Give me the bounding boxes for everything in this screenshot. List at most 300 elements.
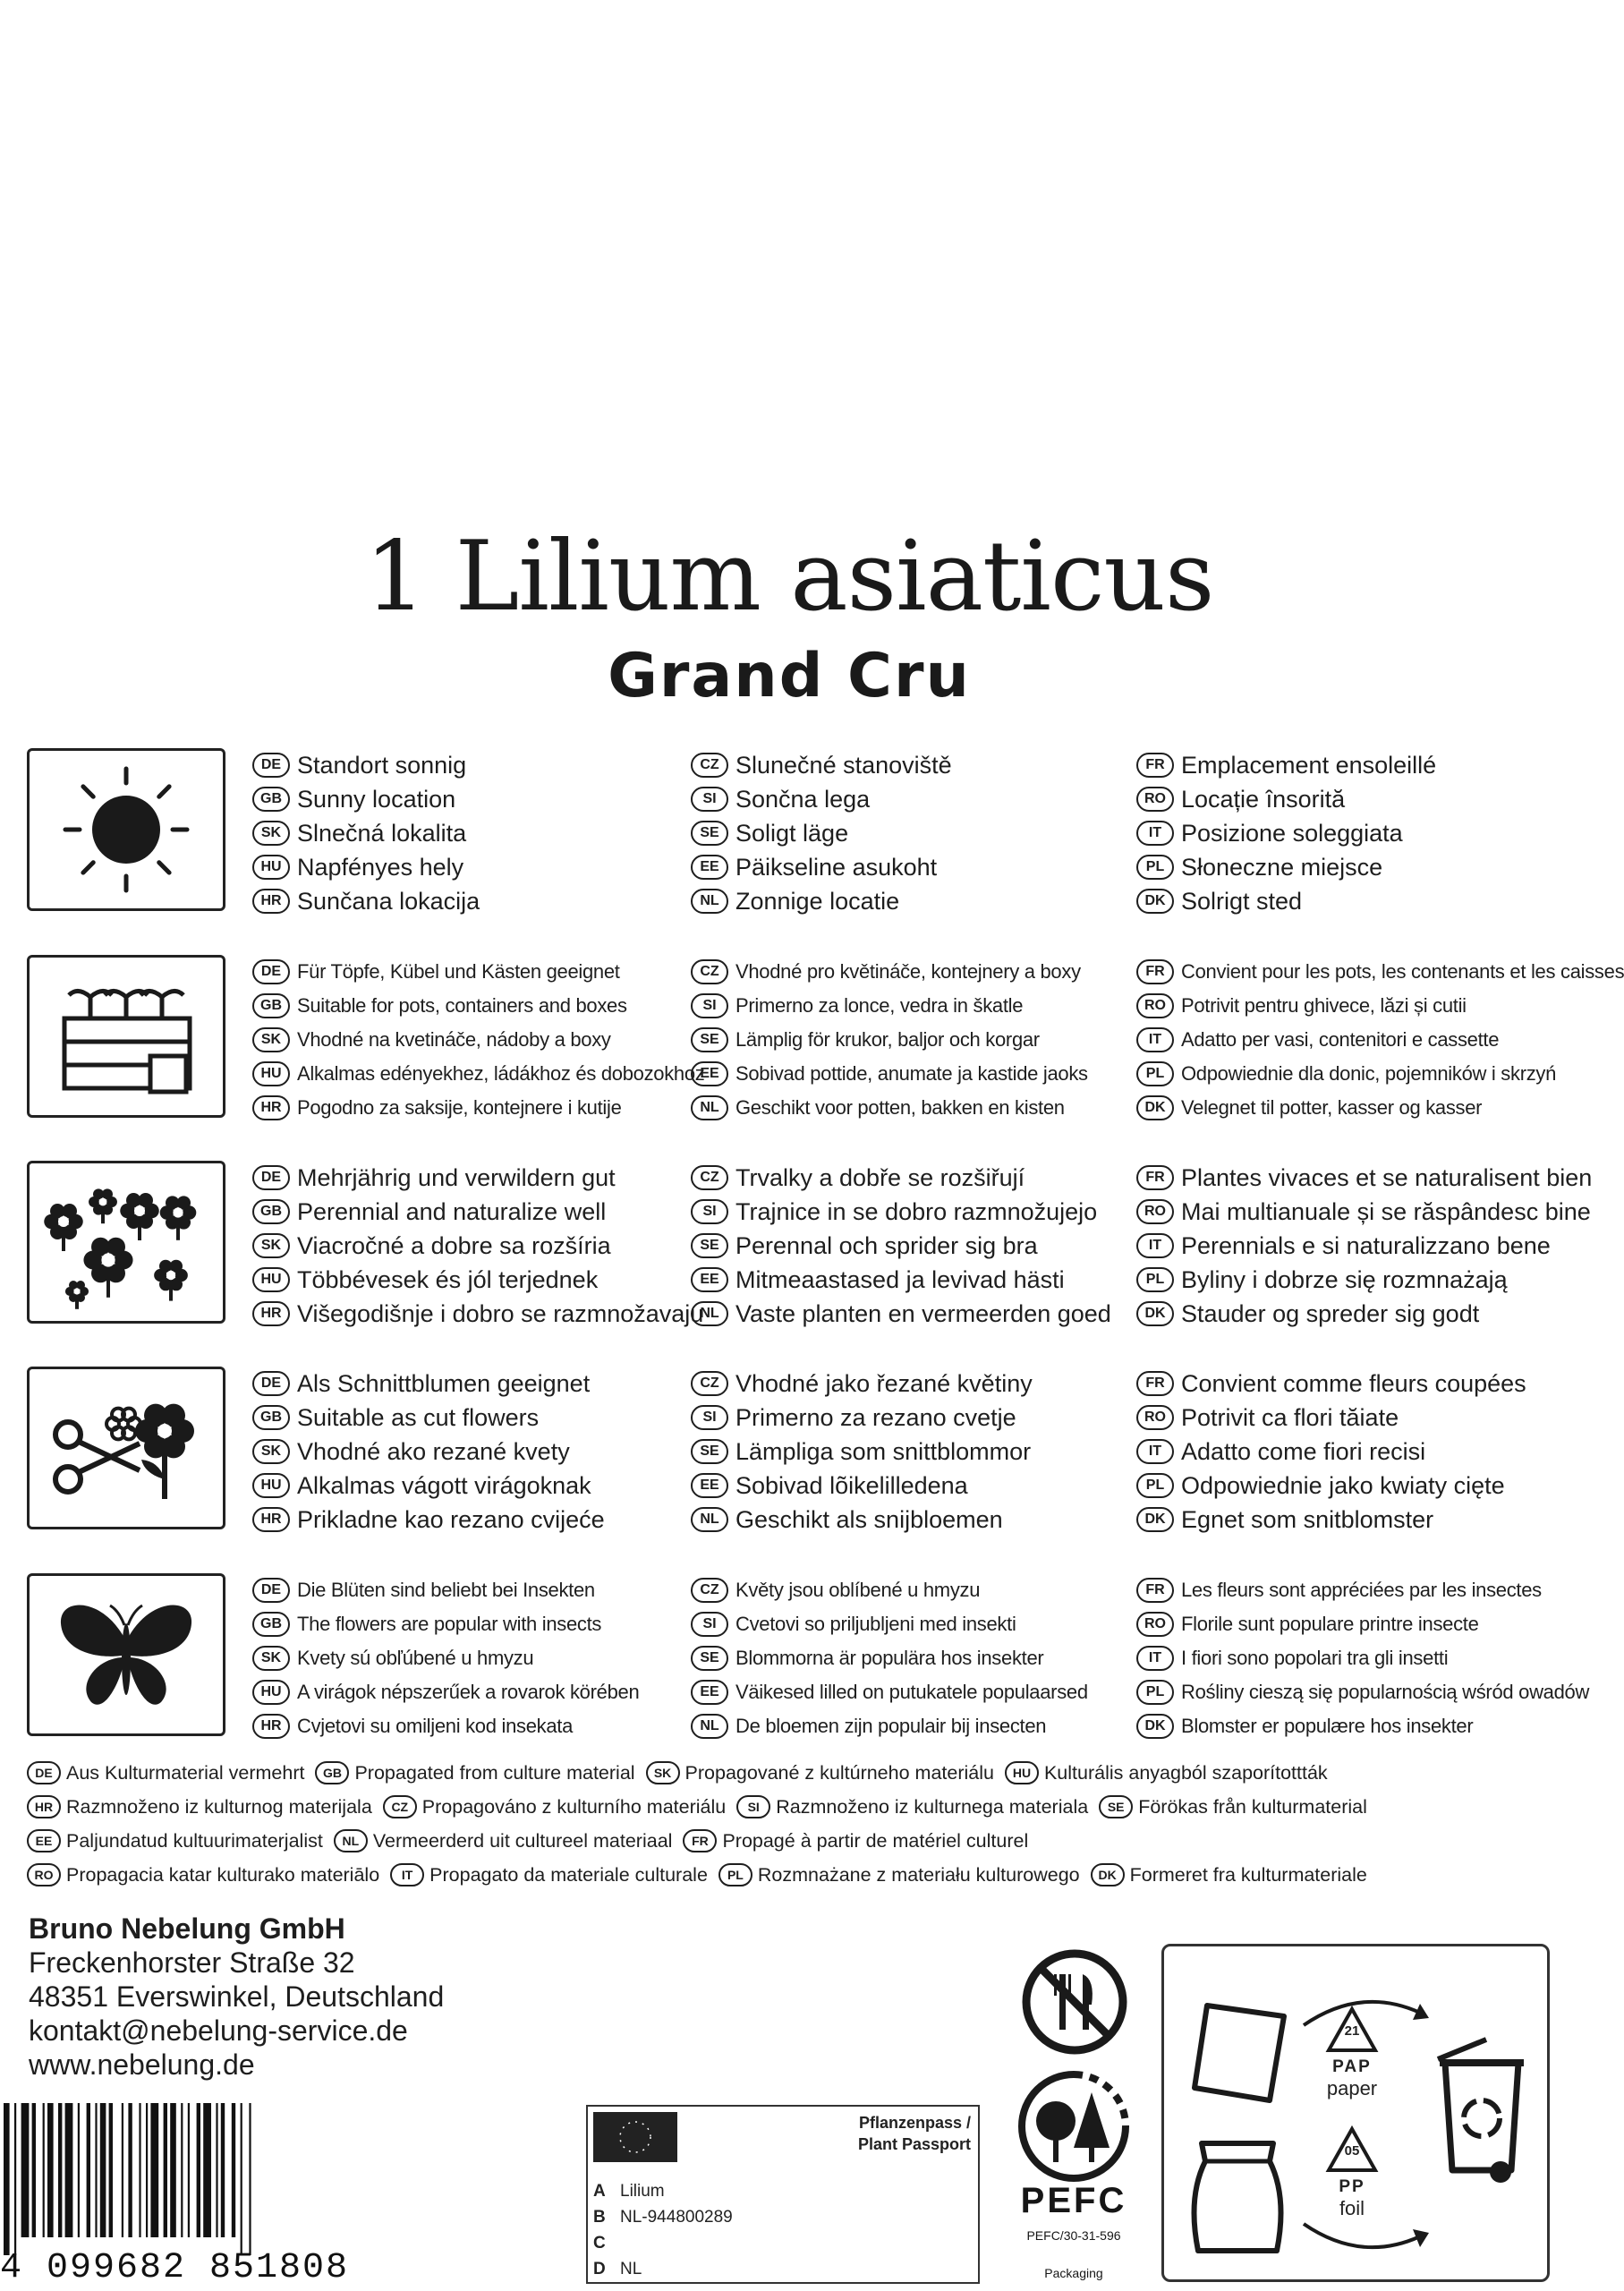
propagation-item bbox=[27, 1761, 304, 1784]
propagation-text: Rozmnażane z materiału kulturowego bbox=[757, 1863, 1080, 1886]
language-line bbox=[691, 1091, 1138, 1125]
language-text: Mitmeaastased ja levivad hästi bbox=[735, 1265, 1065, 1293]
language-text: Alkalmas edényekhez, ládákhoz és dobozokhoz bbox=[297, 1062, 705, 1085]
language-text: Slnečná lokalita bbox=[297, 819, 467, 847]
country-code-badge: RO bbox=[1136, 1405, 1174, 1430]
foil-number: 05 bbox=[1344, 2143, 1360, 2159]
country-code-badge: DK bbox=[1136, 1507, 1174, 1532]
passport-key: D bbox=[593, 2260, 606, 2278]
country-code-badge: SI bbox=[691, 1612, 728, 1637]
language-line bbox=[252, 1161, 700, 1195]
foil-code: PP bbox=[1339, 2177, 1365, 2196]
language-line bbox=[691, 1229, 1138, 1263]
language-text: Sobivad pottide, anumate ja kastide jaoks bbox=[735, 1062, 1088, 1085]
language-line bbox=[252, 1573, 700, 1607]
language-line bbox=[1136, 1607, 1584, 1641]
propagation-text: Aus Kulturmaterial vermehrt bbox=[66, 1761, 305, 1784]
country-code-badge: CZ bbox=[691, 1371, 728, 1396]
language-text: Blomster er populære hos insekter bbox=[1181, 1715, 1474, 1737]
propagation-text: Propagato da materiale culturale bbox=[429, 1863, 708, 1886]
country-code-badge: SI bbox=[691, 1405, 728, 1430]
language-text: Sunny location bbox=[297, 785, 456, 813]
country-code-badge: PL bbox=[718, 1863, 752, 1886]
language-text: Suitable as cut flowers bbox=[297, 1403, 540, 1431]
country-code-badge: SK bbox=[646, 1761, 680, 1784]
country-code-badge: DE bbox=[252, 753, 290, 778]
language-line bbox=[1136, 1195, 1591, 1229]
country-code-badge: CZ bbox=[691, 1165, 728, 1190]
country-code-badge: EE bbox=[691, 1267, 728, 1292]
country-code-badge: FR bbox=[1136, 1371, 1174, 1396]
info-row bbox=[0, 748, 1578, 920]
language-line bbox=[252, 1263, 700, 1297]
recycling-bin-icon bbox=[1433, 2036, 1531, 2188]
country-code-badge: HU bbox=[252, 855, 290, 880]
propagation-item bbox=[27, 1863, 379, 1886]
language-text: Perennal och sprider sig bra bbox=[735, 1231, 1038, 1259]
language-text: Standort sonnig bbox=[297, 751, 467, 779]
language-text: Päikseline asukoht bbox=[735, 853, 938, 881]
propagation-item bbox=[383, 1795, 726, 1818]
language-text: Vhodné pro květináče, kontejnery a boxy bbox=[735, 960, 1081, 983]
country-code-badge: SK bbox=[252, 1439, 290, 1464]
propagation-line bbox=[27, 1756, 1566, 1790]
language-text: Suitable for pots, containers and boxes bbox=[297, 994, 627, 1017]
language-text: Byliny i dobrze się rozmnażają bbox=[1181, 1265, 1508, 1293]
language-line bbox=[1136, 1435, 1584, 1469]
product-title: 1 Lilium asiaticus bbox=[364, 521, 1214, 633]
language-text: Convient comme fleurs coupées bbox=[1181, 1369, 1526, 1397]
country-code-badge: GB bbox=[252, 1405, 290, 1430]
language-text: Primerno za rezano cvetje bbox=[735, 1403, 1016, 1431]
language-text: Stauder og spreder sig godt bbox=[1181, 1299, 1480, 1327]
language-line bbox=[252, 1367, 700, 1401]
language-text: Adatto per vasi, contenitori e cassette bbox=[1181, 1028, 1500, 1051]
language-column bbox=[252, 1161, 704, 1331]
language-text: Rośliny cieszą się popularnością wśród owadów bbox=[1181, 1681, 1590, 1703]
language-line bbox=[1136, 1401, 1584, 1435]
country-code-badge: PL bbox=[1136, 1267, 1174, 1292]
language-text: Cvetovi so priljubljeni med insekti bbox=[735, 1613, 1016, 1635]
not-food-safe-icon bbox=[1020, 1947, 1129, 2057]
language-line bbox=[691, 782, 1138, 816]
language-line bbox=[1136, 1091, 1584, 1125]
language-line bbox=[252, 1401, 700, 1435]
language-text: Odpowiednie jako kwiaty cięte bbox=[1181, 1471, 1505, 1499]
language-text: Többévesek és jól terjednek bbox=[297, 1265, 599, 1293]
language-text: I fiori sono popolari tra gli insetti bbox=[1181, 1647, 1449, 1669]
language-line bbox=[252, 1607, 700, 1641]
company-street: Freckenhorster Straße 32 bbox=[29, 1946, 355, 1979]
paper-sleeve-icon bbox=[1191, 2000, 1289, 2108]
language-line bbox=[1136, 816, 1584, 850]
country-code-badge: GB bbox=[315, 1761, 349, 1784]
language-text: Višegodišnje i dobro se razmnožavaju bbox=[297, 1299, 704, 1327]
country-code-badge: EE bbox=[691, 855, 728, 880]
pefc-block bbox=[1002, 1942, 1145, 2291]
language-line bbox=[691, 748, 1138, 782]
language-text: Alkalmas vágott virágoknak bbox=[297, 1471, 591, 1499]
country-code-badge: HU bbox=[1005, 1761, 1039, 1784]
language-line bbox=[1136, 1675, 1590, 1709]
paper-code: PAP bbox=[1332, 2057, 1372, 2076]
country-code-badge: DK bbox=[1136, 1095, 1174, 1120]
propagation-line bbox=[27, 1790, 1566, 1824]
language-text: Egnet som snitblomster bbox=[1181, 1505, 1434, 1533]
language-text: A virágok népszerűek a rovarok körében bbox=[297, 1681, 640, 1703]
passport-row-d bbox=[593, 2256, 733, 2282]
propagation-item bbox=[27, 1795, 372, 1818]
propagation-block bbox=[27, 1756, 1566, 1892]
language-text: Als Schnittblumen geeignet bbox=[297, 1369, 591, 1397]
country-code-badge: IT bbox=[1136, 821, 1174, 846]
language-line bbox=[691, 1297, 1138, 1331]
language-text: Trvalky a dobře se rozšiřují bbox=[735, 1163, 1025, 1191]
language-line bbox=[691, 955, 1138, 989]
language-line bbox=[1136, 1161, 1593, 1195]
language-line bbox=[252, 850, 700, 884]
country-code-badge: RO bbox=[1136, 787, 1174, 812]
country-code-badge: HR bbox=[252, 1507, 290, 1532]
language-column bbox=[691, 1573, 1138, 1743]
language-text: Zonnige locatie bbox=[735, 887, 900, 915]
country-code-badge: IT bbox=[390, 1863, 424, 1886]
language-text: Perennials e si naturalizzano bene bbox=[1181, 1231, 1551, 1259]
company-website[interactable]: www.nebelung.de bbox=[29, 2048, 255, 2081]
language-text: Soligt läge bbox=[735, 819, 849, 847]
country-code-badge: SI bbox=[736, 1795, 770, 1818]
passport-row-b bbox=[593, 2204, 733, 2230]
foil-label: foil bbox=[1339, 2197, 1365, 2219]
language-line bbox=[691, 1195, 1138, 1229]
language-line bbox=[252, 816, 700, 850]
language-line bbox=[1136, 1641, 1584, 1675]
language-line bbox=[252, 1709, 700, 1743]
company-address bbox=[29, 1912, 444, 2082]
propagation-item bbox=[315, 1761, 634, 1784]
language-text: Słoneczne miejsce bbox=[1181, 853, 1383, 881]
language-text: Vhodné na kvetináče, nádoby a boxy bbox=[297, 1028, 611, 1051]
country-code-badge: SK bbox=[252, 821, 290, 846]
country-code-badge: PL bbox=[1136, 1473, 1174, 1498]
info-row bbox=[0, 1573, 1590, 1745]
language-line bbox=[1136, 1573, 1584, 1607]
country-code-badge: NL bbox=[334, 1829, 368, 1852]
country-code-badge: EE bbox=[27, 1829, 61, 1852]
language-text: Adatto come fiori recisi bbox=[1181, 1437, 1426, 1465]
country-code-badge: HR bbox=[27, 1795, 61, 1818]
language-line bbox=[252, 748, 700, 782]
language-text: Sobivad lõikelilledena bbox=[735, 1471, 968, 1499]
product-variety: Grand Cru bbox=[608, 641, 971, 711]
language-text: Sunčana lokacija bbox=[297, 887, 480, 915]
language-column bbox=[691, 748, 1138, 918]
language-line bbox=[1136, 1367, 1584, 1401]
country-code-badge: IT bbox=[1136, 1646, 1174, 1671]
passport-value: Lilium bbox=[620, 2182, 665, 2201]
country-code-badge: HU bbox=[252, 1061, 290, 1086]
language-line bbox=[1136, 748, 1584, 782]
country-code-badge: SI bbox=[691, 1199, 728, 1224]
country-code-badge: EE bbox=[691, 1061, 728, 1086]
language-line bbox=[252, 1435, 700, 1469]
language-line bbox=[1136, 782, 1584, 816]
company-city: 48351 Everswinkel, Deutschland bbox=[29, 1980, 445, 2013]
language-line bbox=[1136, 1297, 1584, 1331]
language-text: Convient pour les pots, les contenants et les caisses bbox=[1181, 960, 1624, 983]
propagation-item bbox=[646, 1761, 994, 1784]
language-text: Potrivit ca flori tăiate bbox=[1181, 1403, 1399, 1431]
language-line bbox=[691, 1401, 1138, 1435]
info-row bbox=[0, 1161, 1593, 1333]
plant-passport-title bbox=[858, 2112, 971, 2155]
language-column bbox=[252, 1367, 700, 1537]
country-code-badge: HU bbox=[252, 1473, 290, 1498]
language-line bbox=[691, 1023, 1138, 1057]
propagation-text: Razmnoženo iz kulturnega materiala bbox=[776, 1795, 1089, 1818]
country-code-badge: SE bbox=[691, 1233, 728, 1258]
language-text: Vhodné jako řezané květiny bbox=[735, 1369, 1033, 1397]
country-code-badge: HR bbox=[252, 889, 290, 914]
eu-flag-icon bbox=[593, 2112, 677, 2162]
country-code-badge: HR bbox=[252, 1095, 290, 1120]
sun-icon bbox=[27, 748, 225, 911]
language-column bbox=[1136, 1161, 1593, 1331]
language-text: The flowers are popular with insects bbox=[297, 1613, 602, 1635]
language-line bbox=[252, 955, 700, 989]
language-text: Cvjetovi su omiljeni kod insekata bbox=[297, 1715, 574, 1737]
propagation-item bbox=[27, 1829, 323, 1852]
language-line bbox=[691, 1435, 1138, 1469]
country-code-badge: SE bbox=[691, 1646, 728, 1671]
country-code-badge: FR bbox=[683, 1829, 717, 1852]
planter-icon bbox=[27, 955, 225, 1118]
passport-value: NL-944800289 bbox=[620, 2208, 733, 2227]
country-code-badge: DK bbox=[1136, 1301, 1174, 1326]
country-code-badge: HR bbox=[252, 1301, 290, 1326]
language-text: Für Töpfe, Kübel und Kästen geeignet bbox=[297, 960, 620, 983]
country-code-badge: CZ bbox=[691, 753, 728, 778]
country-code-badge: SE bbox=[691, 1027, 728, 1052]
language-column bbox=[252, 955, 705, 1125]
plant-passport-rows bbox=[593, 2178, 733, 2282]
language-text: Prikladne kao rezano cvijeće bbox=[297, 1505, 605, 1533]
language-text: Plantes vivaces et se naturalisent bien bbox=[1181, 1163, 1593, 1191]
country-code-badge: NL bbox=[691, 1095, 728, 1120]
propagation-item bbox=[718, 1863, 1080, 1886]
language-column bbox=[691, 1367, 1138, 1537]
pefc-code: PEFC/30-31-596 bbox=[1026, 2228, 1121, 2243]
propagation-item bbox=[683, 1829, 1028, 1852]
recycling-info bbox=[1161, 1944, 1550, 2282]
propagation-text: Razmnoženo iz kulturnog materijala bbox=[66, 1795, 372, 1818]
country-code-badge: RO bbox=[1136, 1612, 1174, 1637]
country-code-badge: DE bbox=[252, 1165, 290, 1190]
language-text: Vaste planten en vermeerden goed bbox=[735, 1299, 1111, 1327]
language-line bbox=[252, 1297, 704, 1331]
language-text: Potrivit pentru ghivece, lăzi și cutii bbox=[1181, 994, 1467, 1017]
country-code-badge: CZ bbox=[691, 1578, 728, 1603]
cut-flowers-scissors-icon bbox=[27, 1367, 225, 1529]
language-text: Mehrjährig und verwildern gut bbox=[297, 1163, 616, 1191]
company-email[interactable]: kontakt@nebelung-service.de bbox=[29, 2014, 408, 2047]
passport-value: NL bbox=[620, 2260, 642, 2278]
country-code-badge: DK bbox=[1136, 889, 1174, 914]
language-line bbox=[252, 1229, 700, 1263]
country-code-badge: SE bbox=[691, 821, 728, 846]
language-text: Posizione soleggiata bbox=[1181, 819, 1403, 847]
country-code-badge: RO bbox=[27, 1863, 61, 1886]
propagation-text: Propagováno z kulturního materiálu bbox=[421, 1795, 727, 1818]
passport-key: C bbox=[593, 2234, 606, 2253]
propagation-text: Propagacia katar kulturako materiālo bbox=[66, 1863, 380, 1886]
barcode-number: 4 099682 851808 bbox=[0, 2248, 350, 2288]
language-text: Blommorna är populära hos insekter bbox=[735, 1647, 1044, 1669]
perennial-flowers-icon bbox=[27, 1161, 225, 1324]
country-code-badge: FR bbox=[1136, 959, 1174, 984]
paper-number: 21 bbox=[1344, 2023, 1360, 2039]
language-line bbox=[252, 989, 700, 1023]
language-line bbox=[691, 1057, 1138, 1091]
propagation-text: Paljundatud kultuurimaterjalist bbox=[66, 1829, 323, 1852]
language-column bbox=[691, 1161, 1138, 1331]
language-text: De bloemen zijn populair bij insecten bbox=[735, 1715, 1047, 1737]
language-text: Locație însorită bbox=[1181, 785, 1346, 813]
country-code-badge: SK bbox=[252, 1233, 290, 1258]
language-text: Les fleurs sont appréciées par les insectes bbox=[1181, 1579, 1542, 1601]
country-code-badge: PL bbox=[1136, 855, 1174, 880]
country-code-badge: GB bbox=[252, 1199, 290, 1224]
info-row bbox=[0, 955, 1624, 1127]
language-line bbox=[1136, 1057, 1584, 1091]
language-column bbox=[1136, 1573, 1590, 1743]
language-text: Emplacement ensoleillé bbox=[1181, 751, 1437, 779]
country-code-badge: IT bbox=[1136, 1439, 1174, 1464]
language-line bbox=[252, 1675, 700, 1709]
country-code-badge: FR bbox=[1136, 1165, 1174, 1190]
language-text: Pogodno za saksije, kontejnere i kutije bbox=[297, 1096, 622, 1119]
country-code-badge: NL bbox=[691, 1301, 728, 1326]
passport-key: A bbox=[593, 2182, 606, 2201]
language-text: Die Blüten sind beliebt bei Insekten bbox=[297, 1579, 595, 1601]
language-line bbox=[1136, 1229, 1584, 1263]
language-text: Kvety sú obľúbené u hmyzu bbox=[297, 1647, 534, 1669]
language-line bbox=[691, 1161, 1138, 1195]
language-text: Mai multianuale și se răspândesc bine bbox=[1181, 1197, 1591, 1225]
passport-key: B bbox=[593, 2208, 606, 2227]
country-code-badge: GB bbox=[252, 787, 290, 812]
company-name: Bruno Nebelung GmbH bbox=[29, 1912, 345, 1945]
language-line bbox=[1136, 1709, 1584, 1743]
language-line bbox=[1136, 955, 1624, 989]
language-line bbox=[691, 1263, 1138, 1297]
country-code-badge: SE bbox=[691, 1439, 728, 1464]
language-line bbox=[691, 989, 1138, 1023]
country-code-badge: DK bbox=[1136, 1714, 1174, 1739]
language-line bbox=[252, 1195, 700, 1229]
propagation-text: Propagated from culture material bbox=[354, 1761, 635, 1784]
country-code-badge: SK bbox=[252, 1646, 290, 1671]
language-line bbox=[691, 1675, 1138, 1709]
country-code-badge: IT bbox=[1136, 1233, 1174, 1258]
country-code-badge: NL bbox=[691, 1507, 728, 1532]
propagation-line bbox=[27, 1824, 1566, 1858]
language-text: Květy jsou oblíbené u hmyzu bbox=[735, 1579, 981, 1601]
language-line bbox=[691, 1367, 1138, 1401]
language-line bbox=[252, 1641, 700, 1675]
language-text: Lämplig för krukor, baljor och korgar bbox=[735, 1028, 1040, 1051]
butterfly-icon bbox=[27, 1573, 225, 1736]
language-line bbox=[252, 1469, 700, 1503]
country-code-badge: NL bbox=[691, 1714, 728, 1739]
language-text: Sončna lega bbox=[735, 785, 871, 813]
country-code-badge: SK bbox=[252, 1027, 290, 1052]
country-code-badge: DE bbox=[252, 1578, 290, 1603]
plant-passport-title-line1: Pflanzenpass / bbox=[858, 2114, 971, 2132]
country-code-badge: HR bbox=[252, 1714, 290, 1739]
language-column bbox=[1136, 748, 1584, 918]
country-code-badge: GB bbox=[252, 1612, 290, 1637]
country-code-badge: DE bbox=[27, 1761, 61, 1784]
language-line bbox=[252, 1057, 705, 1091]
paper-label: paper bbox=[1326, 2077, 1378, 2099]
country-code-badge: DK bbox=[1091, 1863, 1125, 1886]
propagation-text: Propagé à partir de matériel culturel bbox=[722, 1829, 1029, 1852]
language-text: Geschikt voor potten, bakken en kisten bbox=[735, 1096, 1065, 1119]
plant-passport-title-line2: Plant Passport bbox=[857, 2135, 971, 2153]
propagation-item bbox=[334, 1829, 673, 1852]
plant-passport bbox=[586, 2105, 980, 2284]
language-line bbox=[1136, 1469, 1584, 1503]
pefc-wordmark: PEFC bbox=[1020, 2181, 1127, 2220]
language-column bbox=[1136, 955, 1624, 1125]
language-line bbox=[691, 1469, 1138, 1503]
language-line bbox=[691, 884, 1138, 918]
propagation-text: Propagované z kultúrneho materiálu bbox=[684, 1761, 994, 1784]
language-text: Viacročné a dobre sa rozšíria bbox=[297, 1231, 611, 1259]
country-code-badge: FR bbox=[1136, 1578, 1174, 1603]
language-text: Vhodné ako rezané kvety bbox=[297, 1437, 570, 1465]
language-column bbox=[691, 955, 1138, 1125]
country-code-badge: HU bbox=[252, 1680, 290, 1705]
language-line bbox=[1136, 850, 1584, 884]
passport-row-a bbox=[593, 2178, 733, 2204]
country-code-badge: HU bbox=[252, 1267, 290, 1292]
language-line bbox=[691, 1709, 1138, 1743]
language-text: Geschikt als snijbloemen bbox=[735, 1505, 1003, 1533]
propagation-text: Formeret fra kulturmateriale bbox=[1129, 1863, 1367, 1886]
language-text: Solrigt sted bbox=[1181, 887, 1303, 915]
propagation-item bbox=[1005, 1761, 1328, 1784]
language-line bbox=[691, 1641, 1138, 1675]
country-code-badge: PL bbox=[1136, 1680, 1174, 1705]
pefc-logo-icon bbox=[1013, 2067, 1135, 2180]
pefc-packaging-label: Packaging bbox=[1044, 2266, 1103, 2280]
country-code-badge: EE bbox=[691, 1473, 728, 1498]
language-text: Odpowiednie dla donic, pojemników i skrzyń bbox=[1181, 1062, 1557, 1085]
propagation-line bbox=[27, 1858, 1566, 1892]
language-line bbox=[691, 816, 1138, 850]
passport-row-c bbox=[593, 2230, 733, 2256]
info-row bbox=[0, 1367, 1578, 1538]
propagation-text: Förökas från kulturmaterial bbox=[1138, 1795, 1367, 1818]
language-line bbox=[1136, 1503, 1584, 1537]
language-column bbox=[252, 748, 700, 918]
language-line bbox=[691, 1607, 1138, 1641]
country-code-badge: EE bbox=[691, 1680, 728, 1705]
language-text: Florile sunt populare printre insecte bbox=[1181, 1613, 1479, 1635]
foil-bag-icon bbox=[1184, 2125, 1291, 2260]
